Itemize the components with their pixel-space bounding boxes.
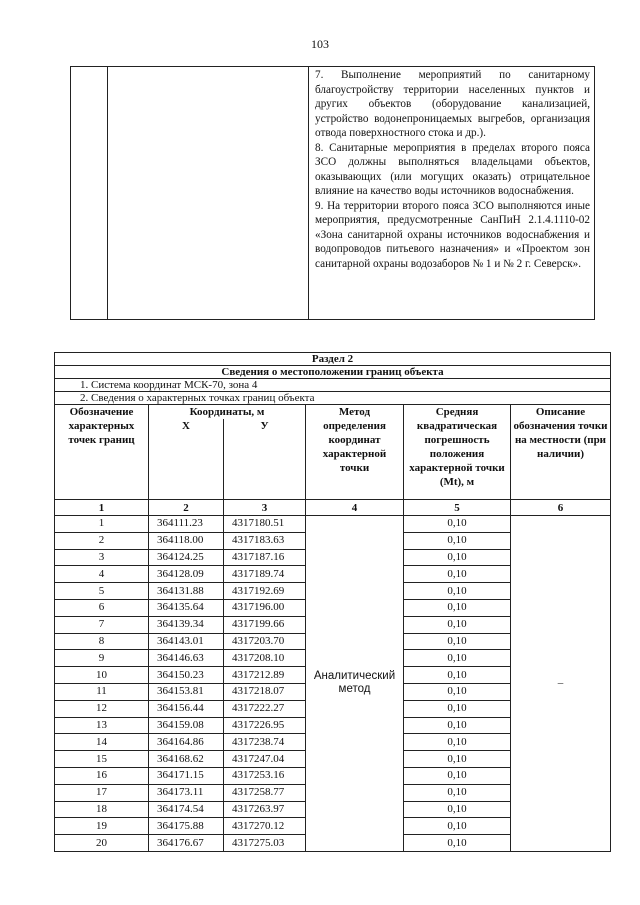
col-number: 6 [511, 500, 611, 516]
method-cell: Аналитический метод [306, 516, 404, 852]
error-value: 0,10 [404, 751, 511, 768]
coord-x: 364143.01 [149, 633, 224, 650]
coord-x: 364146.63 [149, 650, 224, 667]
coord-y: 4317208.10 [224, 650, 306, 667]
points-info-line: 2. Сведения о характерных точках границ объекта [55, 392, 611, 405]
point-number: 9 [55, 650, 149, 667]
coord-x: 364174.54 [149, 801, 224, 818]
point-number: 14 [55, 734, 149, 751]
measures-text-cell [309, 67, 594, 319]
coord-y: 4317192.69 [224, 583, 306, 600]
error-value: 0,10 [404, 717, 511, 734]
coord-y: 4317258.77 [224, 784, 306, 801]
coord-y: 4317238.74 [224, 734, 306, 751]
point-number: 11 [55, 683, 149, 700]
coord-x: 364164.86 [149, 734, 224, 751]
error-value: 0,10 [404, 767, 511, 784]
section-subtitle: Сведения о местоположении границ объекта [55, 366, 611, 379]
header-x: X [149, 419, 224, 500]
error-value: 0,10 [404, 549, 511, 566]
table-row [55, 516, 611, 533]
coord-x: 364135.64 [149, 599, 224, 616]
error-value: 0,10 [404, 566, 511, 583]
point-number: 20 [55, 835, 149, 852]
coord-y: 4317183.63 [224, 532, 306, 549]
error-value: 0,10 [404, 667, 511, 684]
coord-x: 364175.88 [149, 818, 224, 835]
coord-x: 364128.09 [149, 566, 224, 583]
point-number: 4 [55, 566, 149, 583]
coord-y: 4317222.27 [224, 700, 306, 717]
point-number: 18 [55, 801, 149, 818]
point-number: 3 [55, 549, 149, 566]
error-value: 0,10 [404, 835, 511, 852]
coord-y: 4317253.16 [224, 767, 306, 784]
boundary-points-table [54, 352, 611, 852]
coordinate-system-line: 1. Система координат МСК-70, зона 4 [55, 379, 611, 392]
coord-x: 364159.08 [149, 717, 224, 734]
error-value: 0,10 [404, 801, 511, 818]
coord-x: 364150.23 [149, 667, 224, 684]
coord-y: 4317199.66 [224, 616, 306, 633]
description-cell: – [511, 516, 611, 852]
coord-x: 364124.25 [149, 549, 224, 566]
error-value: 0,10 [404, 818, 511, 835]
coord-y: 4317270.12 [224, 818, 306, 835]
point-number: 2 [55, 532, 149, 549]
header-description: Описание обозначения точки на местности (при наличии) [511, 405, 611, 500]
error-value: 0,10 [404, 683, 511, 700]
point-number: 8 [55, 633, 149, 650]
error-value: 0,10 [404, 734, 511, 751]
col-number: 3 [224, 500, 306, 516]
coord-y: 4317189.74 [224, 566, 306, 583]
error-value: 0,10 [404, 616, 511, 633]
col-number: 2 [149, 500, 224, 516]
error-value: 0,10 [404, 599, 511, 616]
point-number: 10 [55, 667, 149, 684]
coord-y: 4317275.03 [224, 835, 306, 852]
point-number: 1 [55, 516, 149, 533]
coord-y: 4317263.97 [224, 801, 306, 818]
point-number: 17 [55, 784, 149, 801]
error-value: 0,10 [404, 784, 511, 801]
point-number: 16 [55, 767, 149, 784]
coord-x: 364176.67 [149, 835, 224, 852]
coord-y: 4317247.04 [224, 751, 306, 768]
page-number: 103 [311, 37, 329, 51]
col-number: 5 [404, 500, 511, 516]
point-number: 12 [55, 700, 149, 717]
coord-x: 364139.34 [149, 616, 224, 633]
point-number: 15 [55, 751, 149, 768]
coord-x: 364153.81 [149, 683, 224, 700]
coord-x: 364171.15 [149, 767, 224, 784]
measure-7: 7. Выполнение мероприятий по санитарному благоустройству территории населенных пунктов и других объектов (оборудование канализацией, устройство водонепроницаемых выгребов, организация отвода поверхностного стока и др.). [315, 69, 590, 139]
header-y: У [224, 419, 306, 500]
error-value: 0,10 [404, 583, 511, 600]
coord-x: 364168.62 [149, 751, 224, 768]
error-value: 0,10 [404, 532, 511, 549]
coord-x: 364111.23 [149, 516, 224, 533]
coord-x: 364156.44 [149, 700, 224, 717]
coord-y: 4317196.00 [224, 599, 306, 616]
error-value: 0,10 [404, 650, 511, 667]
coord-y: 4317180.51 [224, 516, 306, 533]
empty-cell-2 [108, 67, 309, 319]
empty-cell-1 [71, 67, 108, 319]
coord-y: 4317218.07 [224, 683, 306, 700]
col-number: 4 [306, 500, 404, 516]
error-value: 0,10 [404, 516, 511, 533]
header-error: Средняя квадратическая погрешность положения характерной точки (Mt), м [404, 405, 511, 500]
point-number: 7 [55, 616, 149, 633]
point-number: 6 [55, 599, 149, 616]
measures-table-continuation [70, 66, 595, 320]
coord-y: 4317226.95 [224, 717, 306, 734]
coord-x: 364173.11 [149, 784, 224, 801]
coord-y: 4317212.89 [224, 667, 306, 684]
header-point-designation: Обозначение характерных точек границ [55, 405, 149, 500]
measure-8: 8. Санитарные мероприятия в пределах второго пояса ЗСО должны выполняться владельцами объектов, оказывающих (или могущих оказать) отрицательное влияние на качество воды источников водоснабжения. [315, 141, 590, 197]
error-value: 0,10 [404, 633, 511, 650]
section-title: Раздел 2 [55, 353, 611, 366]
coord-x: 364131.88 [149, 583, 224, 600]
coord-x: 364118.00 [149, 532, 224, 549]
header-method: Метод определения координат характерной точки [306, 405, 404, 500]
coord-y: 4317187.16 [224, 549, 306, 566]
col-number: 1 [55, 500, 149, 516]
error-value: 0,10 [404, 700, 511, 717]
point-number: 5 [55, 583, 149, 600]
point-number: 19 [55, 818, 149, 835]
header-coordinates: Координаты, м [149, 405, 306, 420]
coord-y: 4317203.70 [224, 633, 306, 650]
measure-9: 9. На территории второго пояса ЗСО выполняются иные мероприятия, предусмотренные СанПиН 2.1.4.1110-02 «Зона санитарной охраны источников водоснабжения и водопроводов питьевого назначения» и «Проектом зон санитарной охраны водозаборов № 1 и № 2 г. Северск». [315, 199, 590, 270]
point-number: 13 [55, 717, 149, 734]
